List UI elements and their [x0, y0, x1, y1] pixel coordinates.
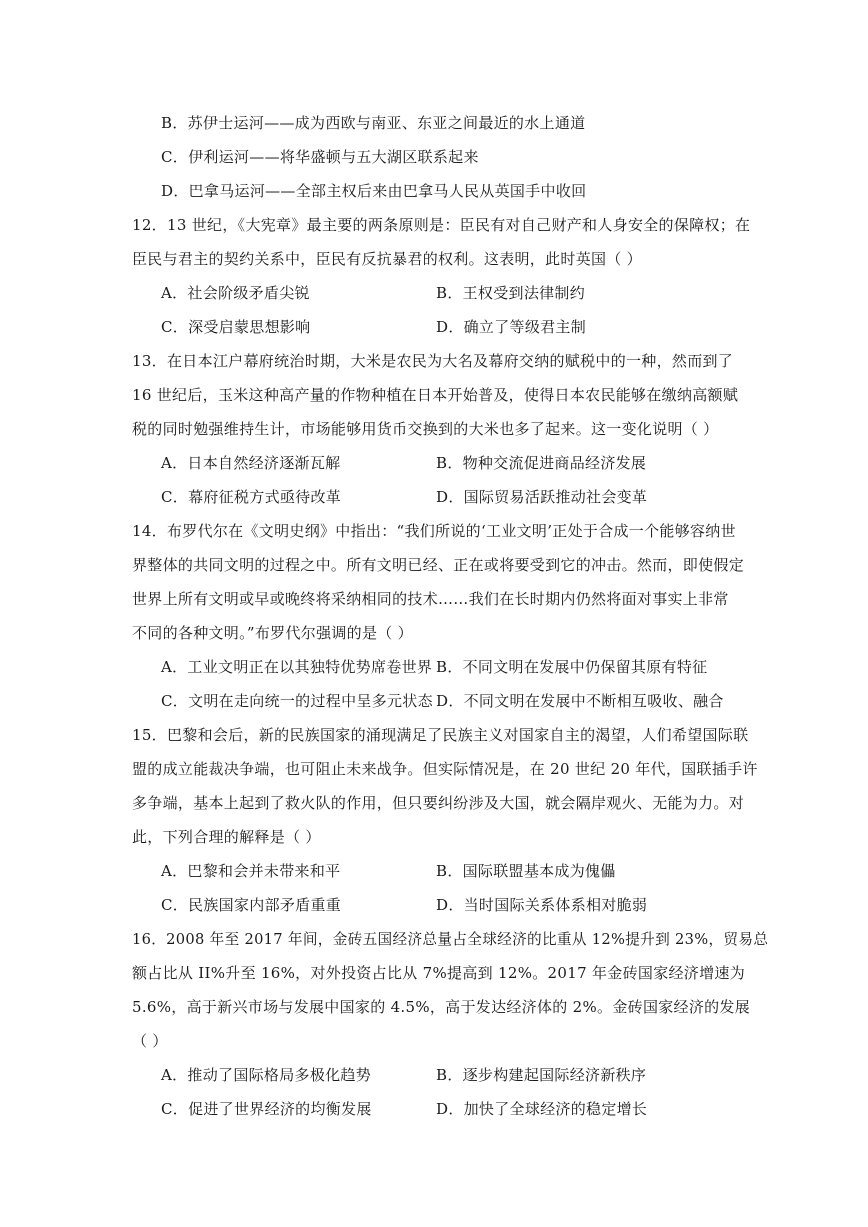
q12-stem-line-2: 臣民与君主的契约关系中，臣民有反抗暴君的权利。这表明，此时英国（ ）	[132, 250, 642, 268]
q13-stem-line-2: 16 世纪后，玉米这种高产量的作物种植在日本开始普及，使得日本农民能够在缴纳高额赋	[132, 386, 739, 404]
q14-stem-line-4: 不同的各种文明。”布罗代尔强调的是（ ）	[132, 624, 413, 642]
q14-option-a: A．工业文明正在以其独特优势席卷世界	[161, 658, 433, 676]
q13-option-c: C．幕府征税方式亟待改革	[161, 488, 342, 506]
q16-option-a: A．推动了国际格局多极化趋势	[161, 1066, 372, 1084]
q14-stem-line-3: 世界上所有文明或早或晚终将采纳相同的技术……我们在长时期内仍然将面对事实上非常	[132, 590, 729, 608]
q13-option-a: A．日本自然经济逐渐瓦解	[161, 454, 341, 472]
q15-option-d: D．当时国际关系体系相对脆弱	[436, 896, 648, 914]
q16-stem-line-1: 16．2008 年至 2017 年间，金砖五国经济总量占全球经济的比重从 12%提升到 23%，贸易总	[132, 930, 769, 948]
q16-stem-line-3: 5.6%，高于新兴市场与发展中国家的 4.5%，高于发达经济体的 2%。金砖国家经济的发展	[132, 998, 751, 1016]
q12-option-a: A．社会阶级矛盾尖锐	[161, 284, 310, 302]
q13-stem-line-1: 13．在日本江户幕府统治时期，大米是农民为大名及幕府交纳的赋税中的一种，然而到了	[132, 352, 734, 370]
q15-option-a: A．巴黎和会并未带来和平	[161, 862, 341, 880]
q12-option-b: B．王权受到法律制约	[436, 284, 586, 302]
q15-stem-line-3: 多争端，基本上起到了救火队的作用，但只要纠纷涉及大国，就会隔岸观火、无能为力。对	[132, 794, 745, 812]
q15-stem-line-2: 盟的成立能裁决争端，也可阻止未来战争。但实际情况是，在 20 世纪 20 年代，国联插手许	[132, 760, 758, 778]
q14-stem-line-2: 界整体的共同文明的过程之中。所有文明已经、正在或将要受到它的冲击。然而，即使假定	[132, 556, 745, 574]
q16-option-c: C．促进了世界经济的均衡发展	[161, 1100, 372, 1118]
q12-option-c: C．深受启蒙思想影响	[161, 318, 311, 336]
q14-option-d: D．不同文明在发展中不断相互吸收、融合	[436, 692, 724, 710]
q13-option-d: D．国际贸易活跃推动社会变革	[436, 488, 648, 506]
q11-option-c: C．伊利运河——将华盛顿与五大湖区联系起来	[161, 148, 479, 166]
q13-stem-line-3: 税的同时勉强维持生计，市场能够用货币交换到的大米也多了起来。这一变化说明（ ）	[132, 420, 719, 438]
q11-option-b: B．苏伊士运河——成为西欧与南亚、东亚之间最近的水上通道	[161, 114, 586, 132]
q15-stem-line-1: 15．巴黎和会后，新的民族国家的涌现满足了民族主义对国家自主的渴望，人们希望国际联	[132, 726, 749, 744]
q12-stem-line-1: 12．13 世纪，《大宪章》最主要的两条原则是：臣民有对自己财产和人身安全的保障权；在	[132, 216, 751, 234]
q12-option-d: D．确立了等级君主制	[436, 318, 587, 336]
q15-option-c: C．民族国家内部矛盾重重	[161, 896, 342, 914]
q14-option-b: B．不同文明在发展中仍保留其原有特征	[436, 658, 708, 676]
q14-stem-line-1: 14．布罗代尔在《文明史纲》中指出：“我们所说的‘工业文明’正处于合成一个能够容纳世	[132, 522, 736, 540]
q11-option-d: D．巴拿马运河——全部主权后来由巴拿马人民从英国手中收回	[161, 182, 587, 200]
q15-stem-line-4: 此，下列合理的解释是（ ）	[132, 828, 321, 846]
q15-option-b: B．国际联盟基本成为傀儡	[436, 862, 616, 880]
q16-option-d: D．加快了全球经济的稳定增长	[436, 1100, 648, 1118]
q14-option-c: C．文明在走向统一的过程中呈多元状态	[161, 692, 433, 710]
q16-option-b: B．逐步构建起国际经济新秩序	[436, 1066, 647, 1084]
q16-stem-line-2: 额占比从 II%升至 16%，对外投资占比从 7%提高到 12%。2017 年金砖国家经济增速为	[132, 964, 745, 982]
q16-stem-line-4: （ ）	[132, 1032, 168, 1050]
q13-option-b: B．物种交流促进商品经济发展	[436, 454, 647, 472]
